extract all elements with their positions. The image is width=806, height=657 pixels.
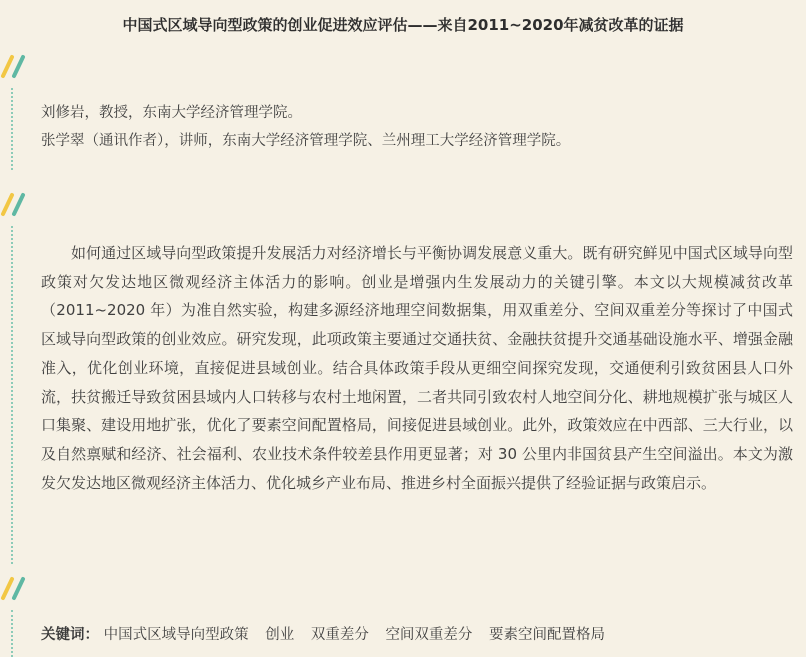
article-title: 中国式区域导向型政策的创业促进效应评估——来自2011~2020年减贫改革的证据 — [122, 16, 684, 34]
double-slash-mark-icon — [0, 52, 34, 80]
keyword-item: 要素空间配置格局 — [489, 627, 606, 643]
section-divider-line — [11, 226, 13, 564]
author-line: 张学翠（通讯作者），讲师，东南大学经济管理学院、兰州理工大学经济管理学院。 — [41, 133, 571, 149]
keyword-item: 中国式区域导向型政策 — [103, 627, 249, 643]
double-slash-mark-icon — [0, 190, 34, 218]
author-line: 刘修岩，教授，东南大学经济管理学院。 — [41, 105, 302, 121]
section-divider-line — [11, 88, 13, 170]
abstract-paragraph: 如何通过区域导向型政策提升发展活力对经济增长与平衡协调发展意义重大。既有研究鲜见中国式区域导向型政策对欠发达地区微观经济主体活力的影响。创业是增强内生发展动力的关键引擎。本文以大规模减贫改革（2011~2020 年）为准自然实验，构建多源经济地理空间数据集，用双重差分、空间双重差分等探讨了中国式区域导向型政策的创业效应。研究发现，此项政策主要通过交通扶贫、金融扶贫提升交通基础设施水平、增强金融准入，优化创业环境，直接促进县域创业。结合具体政策手段从更细空间探究发现，交通便利引致贫困县人口外流，扶贫搬迁导致贫困县域内人口转移与农村土地闲置，二者共同引致农村人地空间分化、耕地规模扩张与城区人口集聚、建设用地扩张，优化了要素空间配置格局，间接促进县域创业。此外，政策效应在中西部、三大行业，以及自然禀赋和经济、社会福利、农业技术条件较差县作用更显著；对 30 公里内非国贫县产生空间溢出。本文为激发欠发达地区微观经济主体活力、优化城乡产业布局、推进乡村全面振兴提供了经验证据与政策启示。 — [41, 244, 793, 492]
keyword-item: 空间双重差分 — [385, 627, 473, 643]
keywords-line — [41, 624, 617, 646]
keyword-item: 创业 — [265, 627, 295, 643]
author-info — [41, 99, 781, 155]
keyword-item: 双重差分 — [310, 627, 369, 643]
section-divider-line — [11, 610, 13, 657]
double-slash-mark-icon — [0, 574, 34, 602]
keywords-label: 关键词： — [41, 627, 99, 643]
